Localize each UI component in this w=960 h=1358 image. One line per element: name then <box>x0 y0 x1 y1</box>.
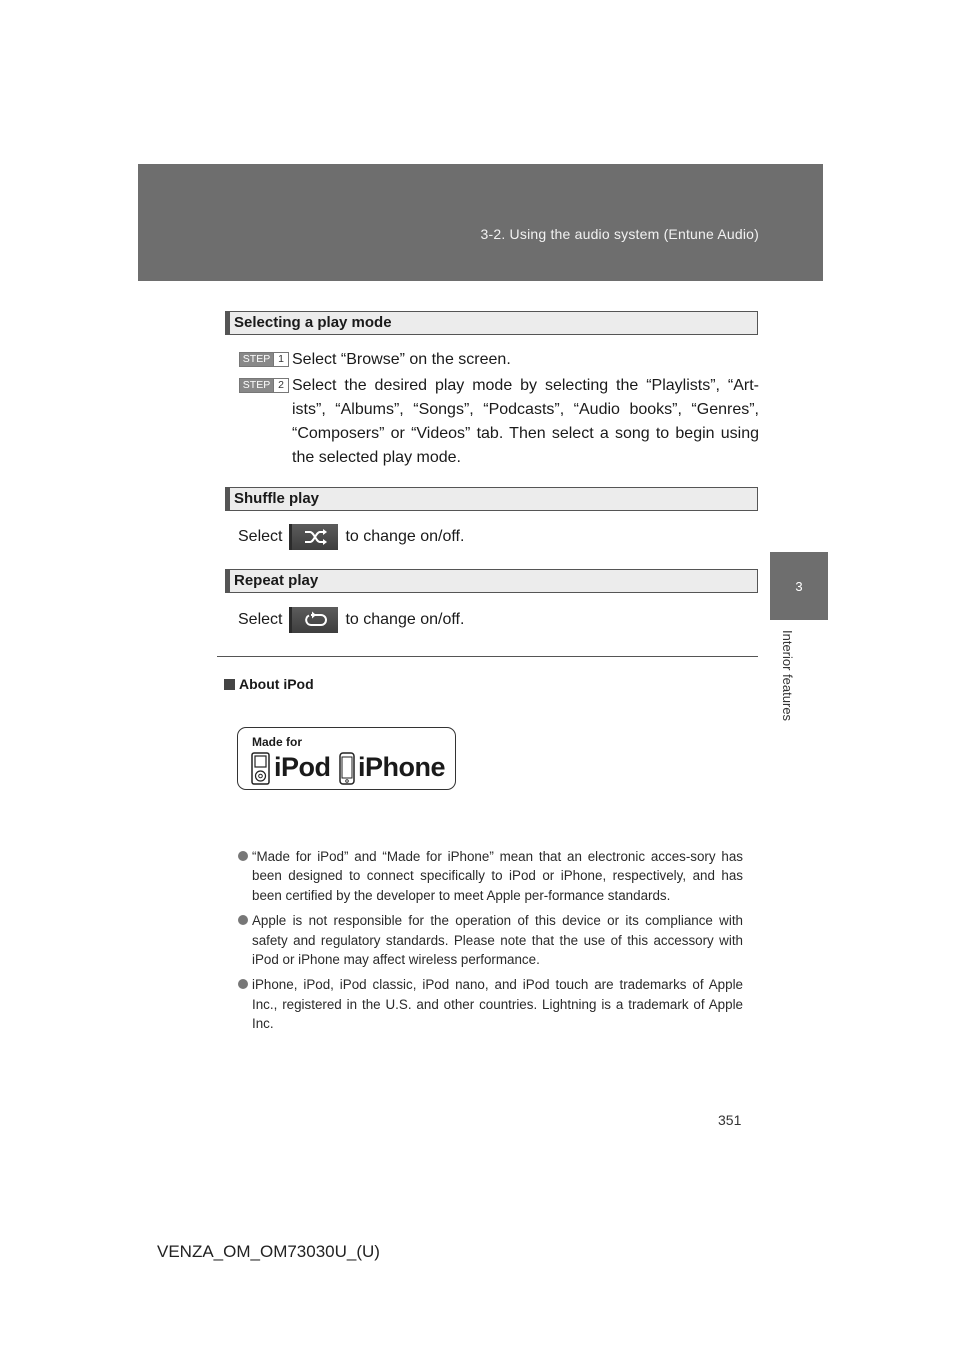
chapter-number: 3 <box>795 578 803 594</box>
repeat-heading: Repeat play <box>225 569 758 593</box>
bullet-icon <box>238 851 248 861</box>
step-text: Select “Browse” on the screen. <box>292 351 511 368</box>
repeat-icon <box>289 607 338 633</box>
step-badge: STEP 2 <box>239 378 289 393</box>
made-for-ipod-iphone-badge <box>237 727 456 790</box>
play-mode-heading: Selecting a play mode <box>225 311 758 335</box>
divider <box>217 656 758 657</box>
step-text: Select the desired play mode by selecting the “Playlists”, “Art-ists”, “Albums”, “Songs”, “Podcasts”, “Audio books”, “Genres”, “Composers” or “Videos” tab. Then select a song to begin using the selected play mode. <box>292 377 759 466</box>
bullet-icon <box>238 915 248 925</box>
step-1 <box>239 348 759 372</box>
note-item: “Made for iPod” and “Made for iPhone” mean that an electronic acces-sory has been designed to connect specifically to iPod or iPhone, respectively, and has been certified by the developer to meet Apple per-formance standards. <box>238 847 743 905</box>
badge-made-for: Made for <box>252 735 303 749</box>
page-number: 351 <box>718 1112 742 1128</box>
about-notes <box>238 847 743 1040</box>
header-band <box>138 164 823 281</box>
document-code: VENZA_OM_OM73030U_(U) <box>157 1242 380 1261</box>
badge-ipod-text: iPod <box>274 752 331 782</box>
iphone-device-icon <box>339 752 355 785</box>
note-item: Apple is not responsible for the operation of this device or its compliance with safety and regulatory standards. Please note that the use of this accessory with iPod or iPhone may affect wireless performance. <box>238 911 743 969</box>
shuffle-instruction: Select to change on/off. <box>238 523 464 551</box>
step-2 <box>239 374 759 470</box>
step-badge: STEP 1 <box>239 352 289 367</box>
about-heading: About iPod <box>224 676 314 692</box>
shuffle-icon <box>289 524 338 550</box>
bullet-icon <box>238 979 248 989</box>
square-bullet-icon <box>224 679 235 690</box>
note-item: iPhone, iPod, iPod classic, iPod nano, and iPod touch are trademarks of Apple Inc., registered in the U.S. and other countries. Lightning is a trademark of Apple Inc. <box>238 975 743 1033</box>
repeat-instruction: Select to change on/off. <box>238 606 464 634</box>
chapter-tab <box>770 552 828 620</box>
chapter-label: Interior features <box>780 630 795 722</box>
shuffle-heading: Shuffle play <box>225 487 758 511</box>
ipod-device-icon <box>251 752 270 785</box>
section-title: 3-2. Using the audio system (Entune Audio) <box>480 226 759 242</box>
badge-iphone-text: iPhone <box>358 752 446 782</box>
